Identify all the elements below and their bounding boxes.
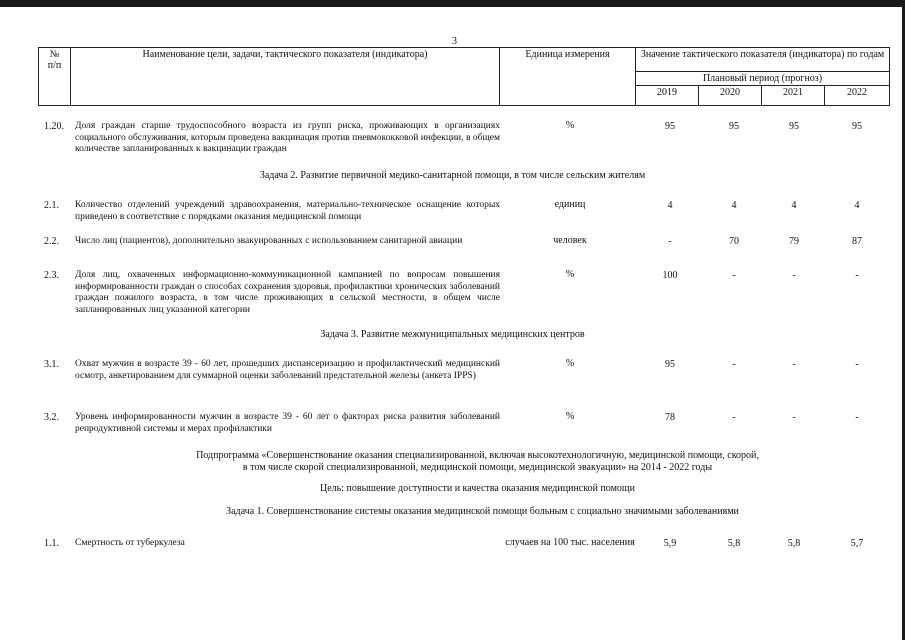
- row-value-2021: -: [792, 359, 796, 370]
- row-value-2022: -: [855, 359, 859, 370]
- page-number: 3: [452, 36, 457, 47]
- row-value-2019: 5,9: [663, 538, 677, 549]
- row-value-2020: 5,8: [727, 538, 741, 549]
- header-name: Наименование цели, задачи, тактического показателя (индикатора): [71, 48, 500, 106]
- row-number: 3.1.: [44, 359, 59, 370]
- row-name: Доля граждан старше трудоспособного возраста из групп риска, проживающих в организациях социального обслуживания, которым проведена вакцинация против пневмококковой инфекции, в общем количестве запланированных к вакцинации граждан: [75, 121, 500, 154]
- row-number: 3.2.: [44, 412, 59, 423]
- row-value-2022: -: [855, 270, 859, 281]
- row-name: Уровень информированности мужчин в возрасте 39 - 60 лет о факторах риска развития заболеваний репродуктивной системы и мерах профилактики: [75, 412, 500, 434]
- row-number: 1.20.: [44, 121, 64, 132]
- row-number: 1.1.: [44, 538, 59, 549]
- section-subprogram-line-2: в том числе скорой специализированной, медицинской помощи, медицинской эвакуации» на 2014 - 2022 годы: [242, 462, 713, 473]
- row-value-2021: -: [792, 412, 796, 423]
- row-value-2020: 70: [729, 236, 739, 247]
- section-subprogram-line-1: Подпрограмма «Совершенствование оказания специализированной, включая высокотехнологичную, медицинской помощи, скорой,: [196, 450, 759, 461]
- header-num: № п/п: [39, 48, 71, 106]
- row-value-2022: 4: [854, 200, 860, 211]
- section-task-3: Задача 3. Развитие межмуниципальных медицинских центров: [320, 329, 585, 340]
- row-value-2021: 4: [791, 200, 797, 211]
- row-value-2021: 95: [789, 121, 799, 132]
- row-value-2019: 78: [665, 412, 675, 423]
- header-value: Значение тактического показателя (индикатора) по годам: [636, 48, 890, 72]
- row-name: Охват мужчин в возрасте 39 - 60 лет, прошедших диспансеризацию и профилактический медицинский осмотр, анкетированием для суммарной оценки заболеваний предстательной железы (анкета IPPS): [75, 359, 500, 381]
- row-name: Доля лиц, охваченных информационно-коммуникационной кампанией по вопросам повышения информированности граждан о способах сохранения здоровья, профилактики хронических заболеваний граждан пожилого возраста, в том числе проживающих в сельской местности, в общем числе запланированных лиц указанной категории: [75, 270, 500, 315]
- row-value-2020: -: [732, 270, 736, 281]
- header-year-2020: 2020: [699, 86, 762, 106]
- section-goal: Цель: повышение доступности и качества оказания медицинской помощи: [320, 483, 635, 494]
- section-task-2: Задача 2. Развитие первичной медико-санитарной помощи, в том числе сельским жителям: [259, 170, 646, 181]
- row-value-2019: 95: [665, 359, 675, 370]
- row-value-2019: -: [668, 236, 672, 247]
- row-number: 2.2.: [44, 236, 59, 247]
- row-unit: %: [565, 269, 575, 280]
- row-value-2021: 5,8: [787, 538, 801, 549]
- row-value-2020: -: [732, 359, 736, 370]
- row-unit: %: [565, 358, 575, 369]
- row-value-2020: 95: [729, 121, 739, 132]
- row-number: 2.3.: [44, 270, 59, 281]
- row-name: Число лиц (пациентов), дополнительно эвакуированных с использованием санитарной авиации: [75, 236, 463, 246]
- row-unit: единиц: [554, 199, 586, 210]
- row-value-2019: 100: [662, 270, 678, 281]
- header-year-2021: 2021: [762, 86, 825, 106]
- section-task-1: Задача 1. Совершенствование системы оказания медицинской помощи больным с социально значимыми заболеваниями: [226, 506, 739, 517]
- row-value-2020: -: [732, 412, 736, 423]
- row-value-2021: -: [792, 270, 796, 281]
- row-value-2022: 87: [852, 236, 862, 247]
- row-number: 2.1.: [44, 200, 59, 211]
- row-unit: случаев на 100 тыс. населения: [505, 537, 635, 548]
- header-period: Плановый период (прогноз): [636, 72, 890, 86]
- header-year-2019: 2019: [636, 86, 699, 106]
- row-value-2019: 95: [665, 121, 675, 132]
- row-value-2021: 79: [789, 236, 799, 247]
- row-value-2020: 4: [731, 200, 737, 211]
- row-unit: человек: [553, 235, 587, 246]
- row-unit: %: [565, 120, 575, 131]
- header-year-2022: 2022: [825, 86, 890, 106]
- header-unit: Единица измерения: [500, 48, 636, 106]
- row-unit: %: [565, 411, 575, 422]
- row-name: Смертность от туберкулеза: [75, 538, 185, 548]
- row-value-2022: 95: [852, 121, 862, 132]
- row-name: Количество отделений учреждений здравоохранения, материально-техническое оснащение которых приведено в соответствие с порядками оказания медицинской помощи: [75, 200, 500, 222]
- row-value-2022: -: [855, 412, 859, 423]
- row-value-2019: 4: [667, 200, 673, 211]
- top-border: [0, 0, 905, 7]
- header-table: [38, 47, 890, 106]
- row-value-2022: 5,7: [850, 538, 864, 549]
